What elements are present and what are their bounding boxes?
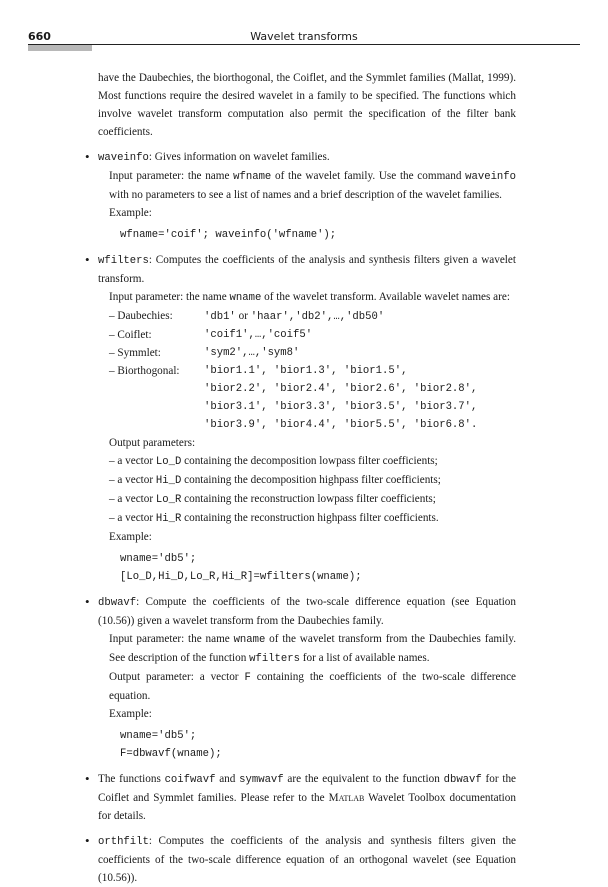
dbwavf-entry <box>85 593 516 763</box>
page-body <box>85 69 517 887</box>
waveinfo-input-b: of the wavelet family. Use the command <box>271 170 466 182</box>
waveinfo-example-label: Example: <box>109 207 152 219</box>
bullet-icon: • <box>85 149 90 164</box>
coifwavf-description <box>98 770 516 825</box>
output-item <box>98 509 516 528</box>
orthfilt-desc-text: : Computes the coefficients of the analysis and synthesis filters given the coefficients of the two-scale difference equation of an orthogonal wavelet (see Equation (10.56)). <box>98 835 516 884</box>
output-pre: – a vector <box>109 512 156 524</box>
output-pre: – a vector <box>109 455 156 467</box>
family-row <box>98 326 516 344</box>
matlab-name: Matlab <box>328 792 365 804</box>
family-value: 'bior3.1', 'bior3.3', 'bior3.5', 'bior3.7', <box>204 401 478 413</box>
chapter-tab-bar <box>28 45 92 51</box>
wfilters-description <box>98 251 516 288</box>
wfilters-output-label: Output parameters: <box>109 437 196 449</box>
coifwavf-mid2: are the equivalent to the function <box>283 773 444 785</box>
waveinfo-func: waveinfo <box>98 152 149 164</box>
output-item <box>98 452 516 471</box>
wfilters-entry <box>85 251 516 586</box>
header-rule <box>28 44 580 45</box>
waveinfo-code: wfname='coif'; waveinfo('wfname'); <box>120 229 337 241</box>
bullet-icon: • <box>85 771 90 786</box>
waveinfo-desc-text: : Gives information on wavelet families. <box>148 151 330 163</box>
page-number: 660 <box>28 30 51 43</box>
family-label <box>109 398 204 416</box>
dbwavf-input-func: wfilters <box>249 653 300 665</box>
wfilters-example-label: Example: <box>109 531 152 543</box>
family-label: – Coiflet: <box>109 329 152 341</box>
output-post: containing the decomposition lowpass filter coefficients; <box>181 455 438 467</box>
wfilters-input-arg: wname <box>229 292 262 304</box>
waveinfo-input-cmd: waveinfo <box>465 171 516 183</box>
dbwavf-description <box>98 593 516 630</box>
wfilters-input <box>98 288 516 307</box>
waveinfo-input <box>98 167 516 204</box>
waveinfo-input-a: Input parameter: the name <box>109 170 234 182</box>
coifwavf-mid: and <box>215 773 240 785</box>
family-label: – Daubechies: <box>109 310 173 322</box>
dbwavf-output <box>98 668 516 705</box>
dbwavf-func: dbwavf <box>98 597 137 609</box>
bullet-icon: • <box>85 252 90 267</box>
dbwavf-code-2: F=dbwavf(wname); <box>120 748 222 760</box>
dbwavf-input <box>98 630 516 668</box>
bullet-icon: • <box>85 833 90 848</box>
waveinfo-description <box>98 148 516 167</box>
family-row <box>98 307 516 326</box>
waveinfo-input-arg: wfname <box>233 171 272 183</box>
coifwavf-entry <box>85 770 517 825</box>
output-post: containing the reconstruction highpass filter coefficients. <box>181 512 439 524</box>
dbwavf-output-a: Output parameter: a vector <box>109 671 245 683</box>
coifwavf-post-b: Wavelet Toolbox documentation for details. <box>98 792 516 822</box>
family-value: 'bior1.1', 'bior1.3', 'bior1.5', <box>204 365 408 377</box>
wfilters-input-a: Input parameter: the name <box>109 291 230 303</box>
family-label: – Biorthogonal: <box>109 365 180 377</box>
dbwavf-ref: dbwavf <box>443 774 482 786</box>
wfilters-code-2: [Lo_D,Hi_D,Lo_R,Hi_R]=wfilters(wname); <box>120 571 362 583</box>
dbwavf-input-a: Input parameter: the name <box>109 633 234 645</box>
dbwavf-input-b: of the wavelet transform from the Daubechies family. See description of the function <box>109 633 516 664</box>
orthfilt-description <box>98 832 516 887</box>
wavelet-family-list <box>98 307 516 434</box>
dbwavf-input-arg: wname <box>233 634 266 646</box>
symwavf-func: symwavf <box>239 774 284 786</box>
output-pre: – a vector <box>109 474 156 486</box>
waveinfo-input-c: with no parameters to see a list of names and a brief description of the wavelet families. <box>109 189 502 201</box>
family-value: 'bior2.2', 'bior2.4', 'bior2.6', 'bior2.8', <box>204 383 478 395</box>
output-post: containing the decomposition highpass filter coefficients; <box>181 474 441 486</box>
bullet-icon: • <box>85 594 90 609</box>
running-title: Wavelet transforms <box>250 30 358 43</box>
intro-paragraph: have the Daubechies, the biorthogonal, the Coiflet, and the Symmlet families (Mallat, 1999). Most functions require the desired wavelet in a family to be specified. The functions which involve wavelet transform computation also permit the specification of the filter bank coefficients. <box>98 72 516 138</box>
family-label <box>109 380 204 398</box>
output-code: Lo_R <box>155 494 182 506</box>
family-value: 'sym2',…,'sym8' <box>204 347 300 359</box>
wfilters-input-b: of the wavelet transform. Available wavelet names are: <box>261 291 510 303</box>
family-value: 'coif1',…,'coif5' <box>204 329 313 341</box>
output-code: Lo_D <box>155 456 182 468</box>
coifwavf-func: coifwavf <box>164 774 216 786</box>
family-row <box>98 416 516 434</box>
dbwavf-input-c: for a list of available names. <box>299 652 430 664</box>
output-item <box>98 471 516 490</box>
output-pre: – a vector <box>109 493 156 505</box>
orthfilt-func: orthfilt <box>98 836 149 848</box>
family-value: 'haar','db2',…,'db50' <box>250 311 385 323</box>
dbwavf-output-arg: F <box>244 672 251 684</box>
coifwavf-post-a: for the Coiflet and Symmlet families. Please refer to the <box>98 773 517 804</box>
coifwavf-pre: The functions <box>98 773 165 785</box>
waveinfo-entry <box>85 148 516 244</box>
family-value: 'bior3.9', 'bior4.4', 'bior5.5', 'bior6.8'. <box>204 419 478 431</box>
wfilters-func: wfilters <box>98 255 149 267</box>
output-item <box>98 490 516 509</box>
family-mid: or <box>235 310 251 322</box>
family-row <box>98 380 516 398</box>
output-code: Hi_D <box>155 475 182 487</box>
dbwavf-desc-text: : Compute the coefficients of the two-scale difference equation (see Equation (10.56)) given a wavelet transform from the Daubechies family. <box>98 596 516 627</box>
wfilters-code-1: wname='db5'; <box>120 553 197 565</box>
family-prefix: 'db1' <box>204 311 236 323</box>
output-post: containing the reconstruction lowpass filter coefficients; <box>181 493 436 505</box>
orthfilt-entry <box>85 832 516 887</box>
dbwavf-output-b: containing the coefficients of the two-scale difference equation. <box>109 671 516 702</box>
dbwavf-code-1: wname='db5'; <box>120 730 197 742</box>
family-row <box>98 362 516 380</box>
dbwavf-example-label: Example: <box>109 708 152 720</box>
output-code: Hi_R <box>155 513 182 525</box>
wfilters-desc-text: : Computes the coefficients of the analysis and synthesis filters given a wavelet transform. <box>98 254 516 285</box>
family-row <box>98 344 516 362</box>
family-row <box>98 398 516 416</box>
family-label: – Symmlet: <box>109 347 161 359</box>
family-label <box>109 416 204 434</box>
